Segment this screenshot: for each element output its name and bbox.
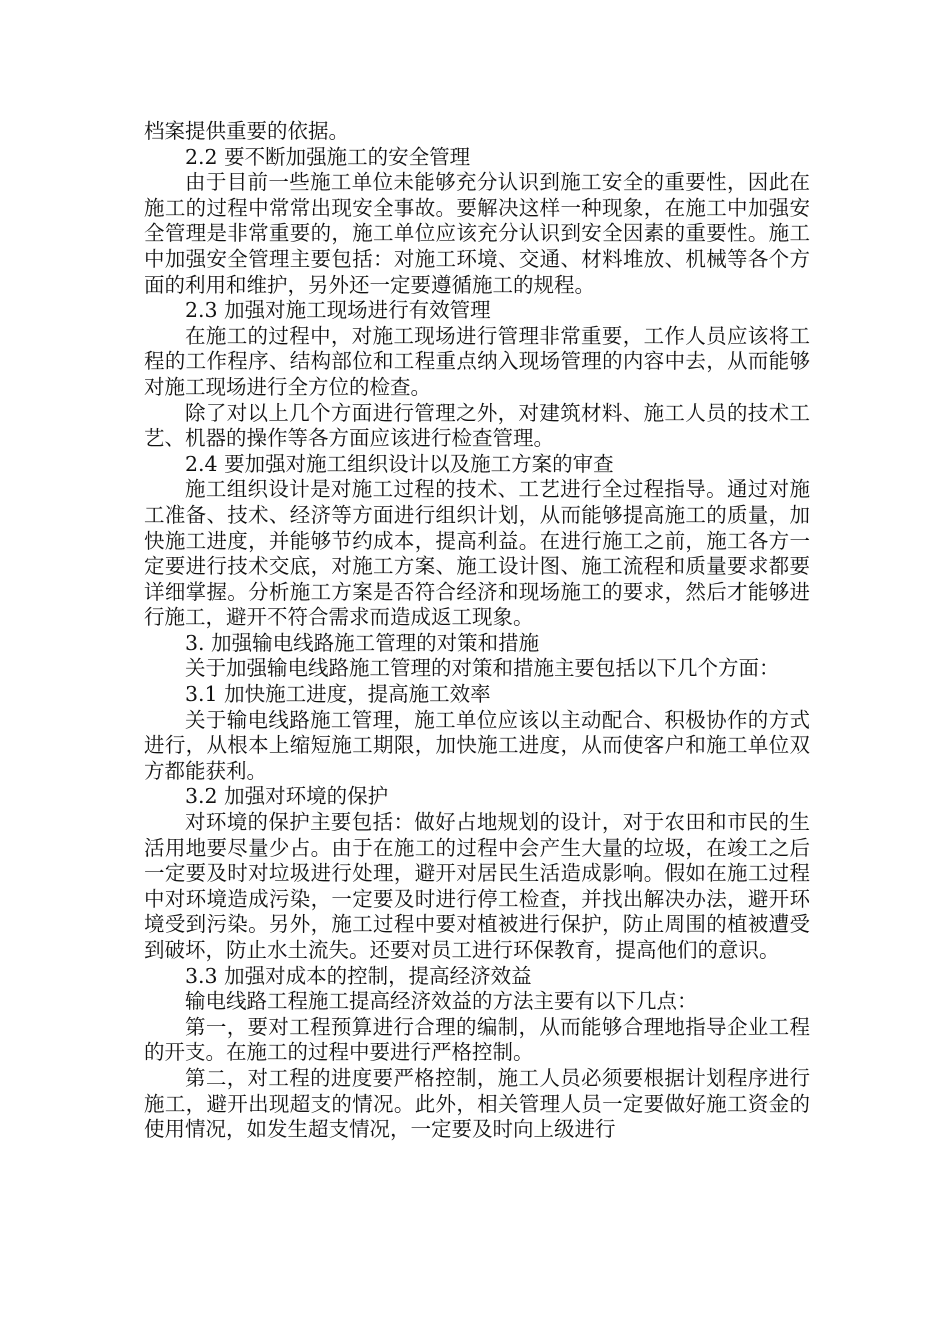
paragraph: 第一，要对工程预算进行合理的编制，从而能够合理地指导企业工程的开支。在施工的过程中要进行严格控制。 — [144, 1014, 810, 1065]
section-heading-2-4: 2.4 要加强对施工组织设计以及施工方案的审查 — [185, 451, 614, 476]
section-heading-3-2: 3.2 加强对环境的保护 — [185, 784, 389, 809]
paragraph: 由于目前一些施工单位未能够充分认识到施工安全的重要性，因此在施工的过程中常常出现安全事故。要解决这样一种现象，在施工中加强安全管理是非常重要的，施工单位应该充分认识到安全因素的重要性。施工中加强安全管理主要包括：对施工环境、交通、材料堆放、机械等各个方面的利用和维护，另外还一定要遵循施工的规程。 — [144, 170, 810, 297]
paragraph: 关于输电线路施工管理，施工单位应该以主动配合、积极协作的方式进行，从根本上缩短施工期限，加快施工进度，从而使客户和施工单位双方都能获利。 — [144, 707, 810, 783]
paragraph: 第二，对工程的进度要严格控制，施工人员必须要根据计划程序进行施工，避开出现超支的情况。此外，相关管理人员一定要做好施工资金的使用情况，如发生超支情况，一定要及时向上级进行 — [144, 1065, 810, 1142]
document-page — [144, 119, 810, 1143]
paragraph: 关于加强输电线路施工管理的对策和措施主要包括以下几个方面： — [185, 656, 780, 681]
section-heading-3-1: 3.1 加快施工进度，提高施工效率 — [185, 682, 491, 707]
paragraph-continuation: 档案提供重要的依据。 — [144, 119, 349, 143]
paragraph: 除了对以上几个方面进行管理之外，对建筑材料、施工人员的技术工艺、机器的操作等各方面应该进行检查管理。 — [144, 400, 810, 451]
section-heading-2-2: 2.2 要不断加强施工的安全管理 — [185, 144, 471, 169]
paragraph: 输电线路工程施工提高经济效益的方法主要有以下几点： — [185, 989, 698, 1014]
paragraph: 在施工的过程中，对施工现场进行管理非常重要，工作人员应该将工程的工作程序、结构部位和工程重点纳入现场管理的内容中去，从而能够对施工现场进行全方位的检查。 — [144, 323, 810, 399]
section-heading-3-3: 3.3 加强对成本的控制，提高经济效益 — [185, 963, 532, 988]
paragraph: 对环境的保护主要包括：做好占地规划的设计，对于农田和市民的生活用地要尽量少占。由于在施工的过程中会产生大量的垃圾，在竣工之后一定要及时对垃圾进行处理，避开对居民生活造成影响。假如在施工过程中对环境造成污染，一定要及时进行停工检查，并找出解决办法，避开环境受到污染。另外，施工过程中要对植被进行保护，防止周围的植被遭受到破坏，防止水土流失。还要对员工进行环保教育，提高他们的意识。 — [144, 810, 810, 962]
section-heading-2-3: 2.3 加强对施工现场进行有效管理 — [185, 298, 491, 323]
paragraph: 施工组织设计是对施工过程的技术、工艺进行全过程指导。通过对施工准备、技术、经济等方面进行组织计划，从而能够提高施工的质量，加快施工进度，并能够节约成本，提高利益。在进行施工之前，施工各方一定要进行技术交底，对施工方案、施工设计图、施工流程和质量要求都要详细掌握。分析施工方案是否符合经济和现场施工的要求，然后才能够进行施工，避开不符合需求而造成返工现象。 — [144, 477, 810, 630]
section-heading-3: 3. 加强输电线路施工管理的对策和措施 — [185, 630, 540, 655]
